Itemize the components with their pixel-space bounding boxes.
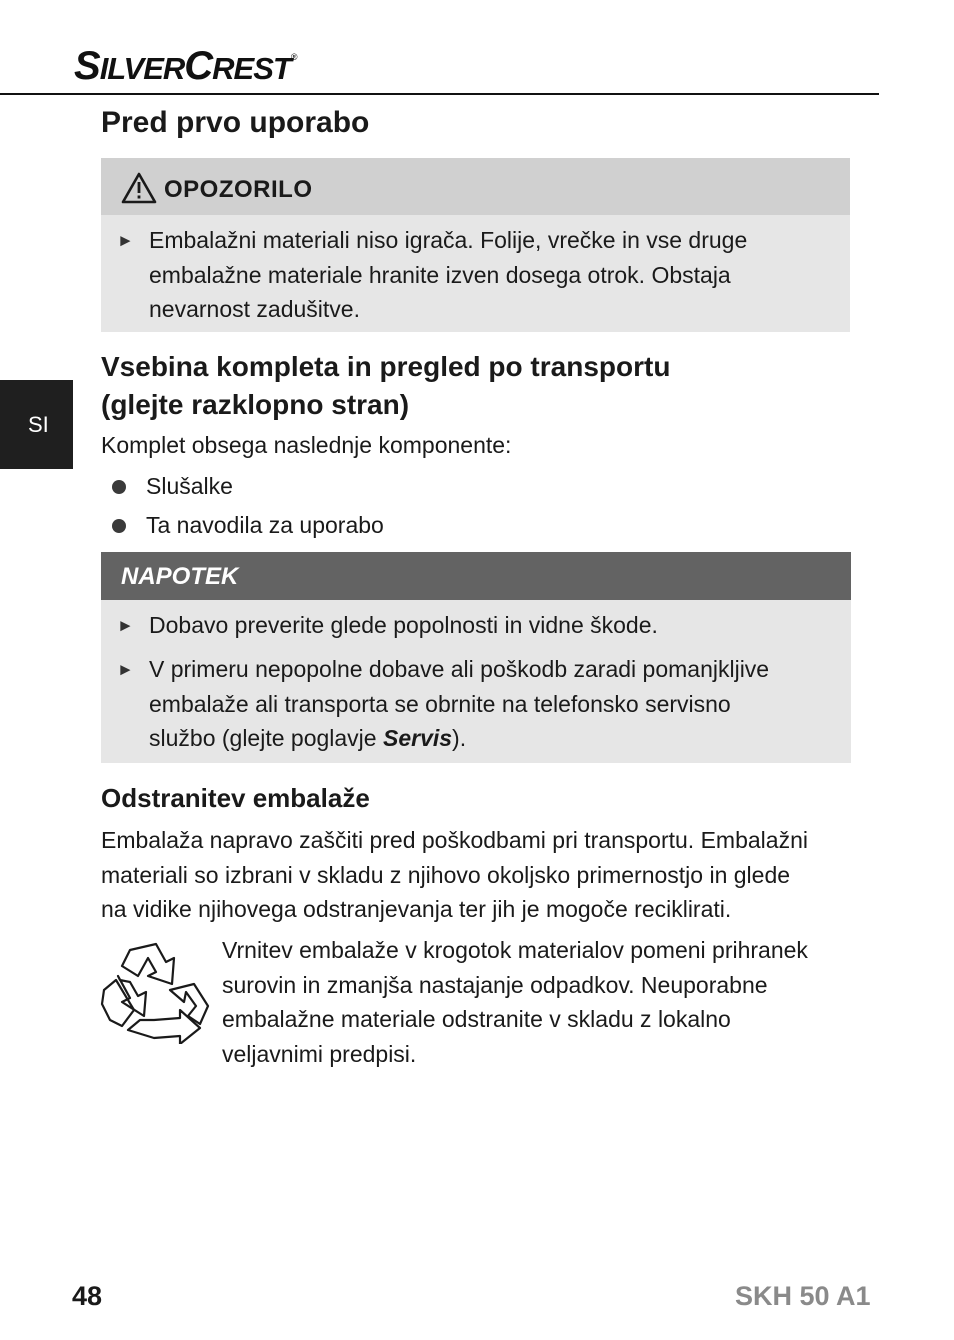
language-tab-label: SI	[28, 412, 49, 437]
arrow-bullet-icon: ►	[117, 616, 134, 635]
warning-text: Embalažni materiali niso igrača. Folije, vrečke in vse druge embalažne materiale hranite izven dosega otrok. Obstaja nevarnost zadušitve.	[149, 227, 748, 322]
brand-logo: SILVERCREST®	[74, 44, 297, 88]
recycle-paragraph: Vrnitev embalaže v krogotok materialov pomeni prihranek surovin in zmanjša nastajanje odpadkov. Neuporabne embalažne materiale odstranite v skladu z lokalno veljavnimi predpisi.	[222, 937, 808, 1067]
section-title-disposal: Odstranitev embalaže	[101, 783, 370, 813]
section-title-first-use: Pred prvo uporabo	[101, 106, 370, 139]
bullet-icon	[112, 519, 126, 533]
header-rule	[0, 93, 879, 95]
list-item: Ta navodila za uporabo	[146, 512, 384, 538]
note-item-2: V primeru nepopolne dobave ali poškodb zaradi pomanjkljive embalaže ali transporta se obrnite na telefonsko servisno službo (glejte poglavje Servis).	[149, 656, 770, 751]
model-number: SKH 50 A1	[735, 1281, 871, 1311]
note-title: NAPOTEK	[121, 563, 239, 590]
section-title-contents: Vsebina kompleta in pregled po transportu (glejte razklopno stran)	[101, 351, 671, 420]
recycle-icon	[100, 940, 212, 1044]
servis-reference: Servis	[382, 725, 453, 751]
warning-title: OPOZORILO	[164, 176, 313, 203]
arrow-bullet-icon: ►	[117, 660, 134, 679]
page-number: 48	[72, 1281, 103, 1311]
warning-triangle-icon	[121, 172, 157, 204]
bullet-icon	[112, 480, 126, 494]
contents-intro: Komplet obsega naslednje komponente:	[101, 432, 512, 458]
disposal-paragraph: Embalaža napravo zaščiti pred poškodbami pri transportu. Embalažni materiali so izbrani v skladu z njihovo okoljsko primernostjo in glede na vidike njihovega odstranjevanja ter jih je mogoče reciklirati.	[101, 827, 808, 922]
list-item: Slušalke	[146, 473, 233, 499]
note-item-1: Dobavo preverite glede popolnosti in vidne škode.	[149, 612, 658, 638]
arrow-bullet-icon: ►	[117, 231, 134, 250]
